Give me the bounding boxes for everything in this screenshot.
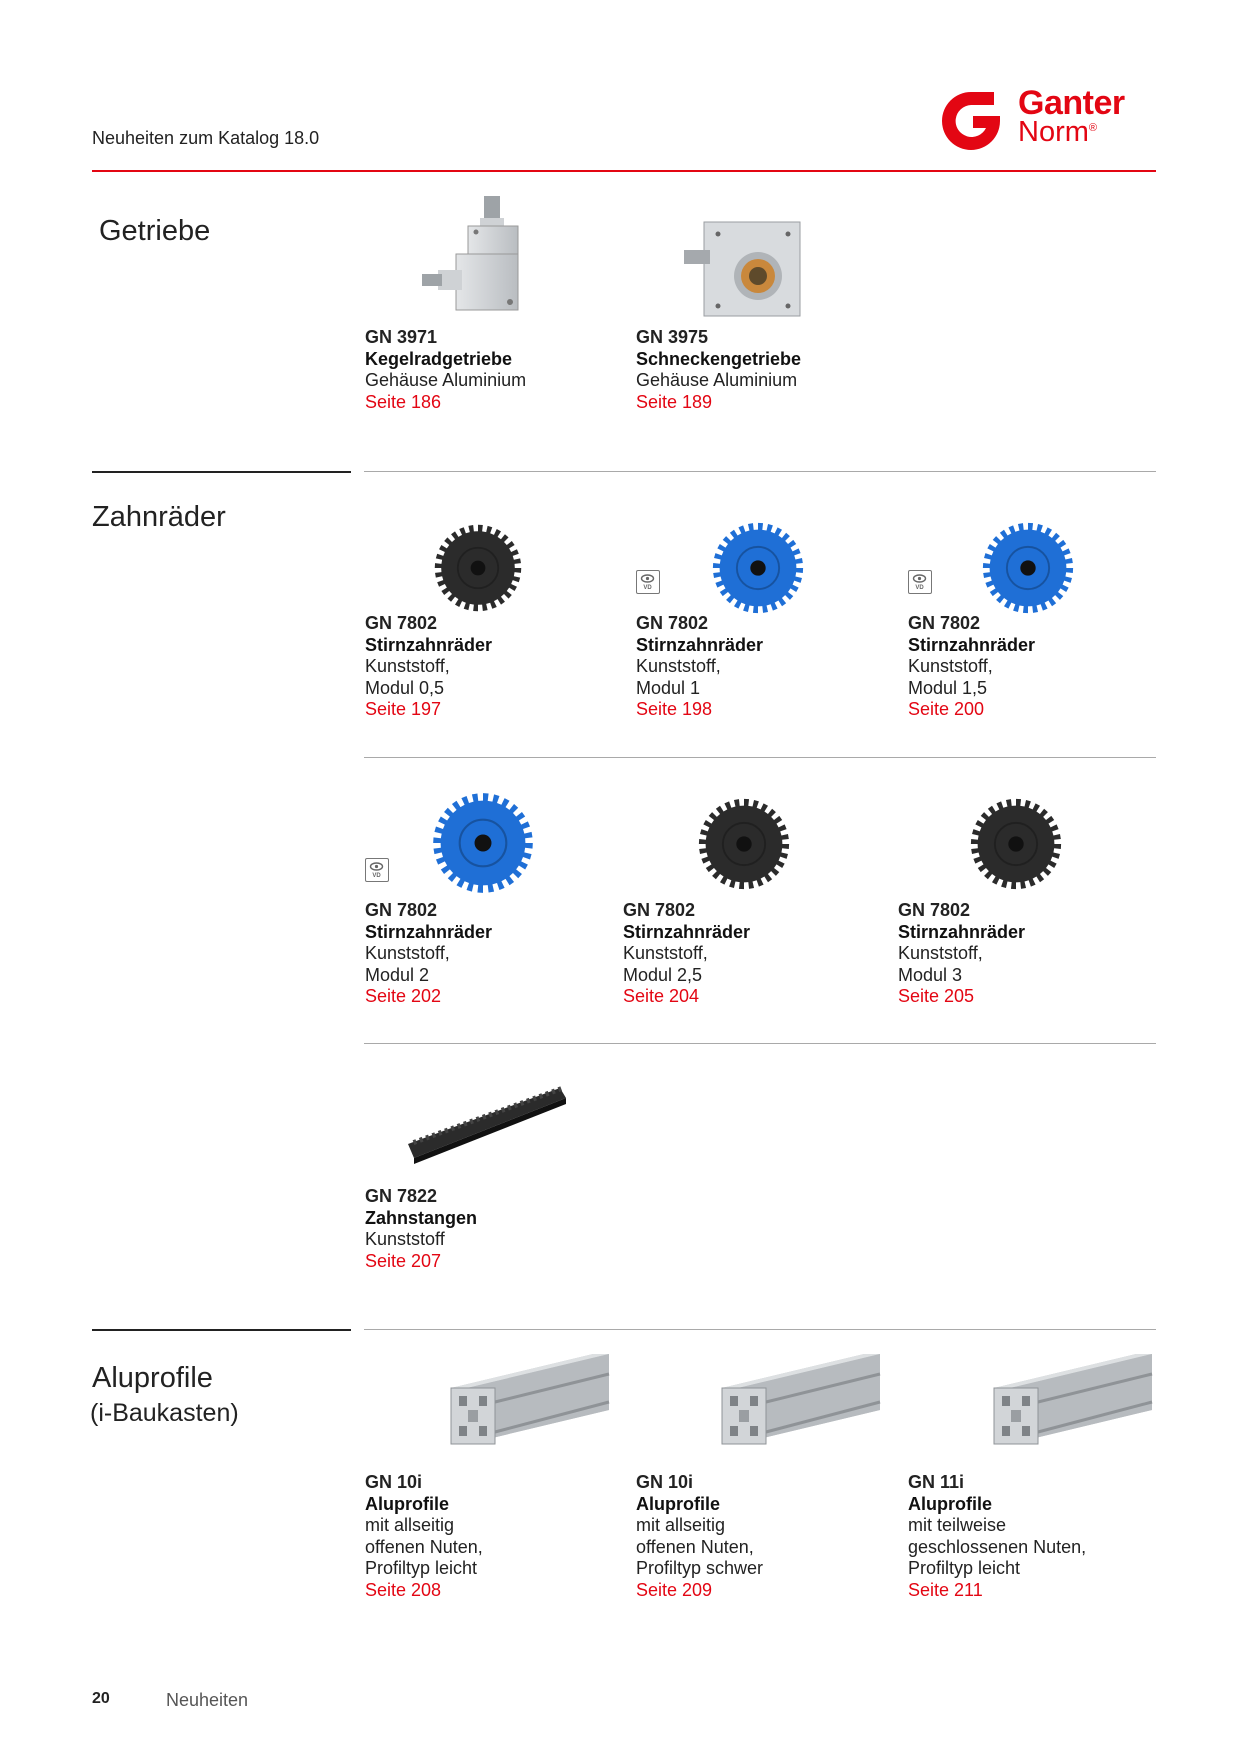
aluminium-profile-icon [720, 1352, 882, 1448]
product-desc: Kunststoff, [908, 656, 993, 676]
logo-mark-icon [936, 86, 1006, 156]
section-title-aluprofile: Aluprofile [92, 1362, 213, 1394]
black-spur-gear-icon [968, 796, 1064, 892]
product-desc: Modul 0,5 [365, 677, 445, 698]
product-desc: offenen Nuten, [365, 1536, 483, 1557]
blue-spur-gear-icon [980, 520, 1076, 616]
product-desc: Gehäuse Aluminium [636, 370, 798, 390]
product-page-link[interactable]: Seite 200 [908, 699, 985, 719]
bevel-gearbox-icon [420, 192, 530, 320]
product-desc: Kunststoff, [623, 943, 708, 963]
product-gn7802-modul-0-5[interactable] [365, 613, 615, 721]
product-gn7802-modul-1[interactable] [636, 613, 886, 721]
section-divider-right [364, 471, 1156, 472]
product-code: GN 10i [636, 1472, 694, 1492]
black-spur-gear-icon [432, 522, 524, 614]
aluminium-profile-icon [449, 1352, 611, 1448]
product-code: GN 7802 [898, 900, 971, 920]
product-desc: Kunststoff, [636, 656, 721, 676]
header-title: Neuheiten zum Katalog 18.0 [92, 128, 320, 148]
product-gn10i-schwer[interactable] [636, 1472, 886, 1601]
product-gn3975[interactable] [636, 327, 886, 413]
vd-eye-badge-icon [365, 858, 389, 882]
product-name: Stirnzahnräder [623, 921, 751, 942]
product-code: GN 7802 [365, 613, 438, 633]
product-desc: Profiltyp schwer [636, 1558, 764, 1578]
product-desc: geschlossenen Nuten, [908, 1536, 1087, 1557]
footer-label: Neuheiten [166, 1690, 249, 1710]
product-page-link[interactable]: Seite 211 [908, 1579, 983, 1600]
logo-word-ganter: Ganter [1018, 84, 1125, 122]
product-name: Zahnstangen [365, 1207, 478, 1228]
product-name: Aluprofile [636, 1493, 720, 1514]
product-page-link[interactable]: Seite 204 [623, 986, 700, 1006]
vd-eye-badge-icon [636, 570, 660, 594]
blue-spur-gear-icon [710, 520, 806, 616]
product-gn10i-leicht[interactable] [365, 1472, 615, 1601]
vd-eye-badge-icon [908, 570, 932, 594]
blue-spur-gear-icon [430, 790, 536, 896]
section-title-zahnraeder: Zahnräder [92, 501, 226, 533]
gear-rack-icon [404, 1084, 570, 1166]
product-desc: Modul 1 [636, 677, 701, 698]
product-desc: Kunststoff, [898, 943, 983, 963]
product-gn11i-leicht[interactable] [908, 1472, 1158, 1601]
product-code: GN 7822 [365, 1186, 438, 1206]
product-code: GN 7802 [623, 900, 696, 920]
product-gn7822[interactable] [365, 1186, 615, 1272]
product-code: GN 10i [365, 1472, 423, 1492]
product-page-link[interactable]: Seite 208 [365, 1579, 442, 1600]
product-page-link[interactable]: Seite 207 [365, 1250, 442, 1271]
product-desc: Gehäuse Aluminium [365, 370, 527, 390]
product-page-link[interactable]: Seite 209 [636, 1579, 713, 1600]
product-name: Aluprofile [365, 1493, 449, 1514]
svg-text:VD: VD [372, 873, 381, 879]
product-code: GN 7802 [365, 900, 438, 920]
aluminium-profile-icon [992, 1352, 1154, 1448]
product-desc: Profiltyp leicht [908, 1558, 1021, 1578]
product-gn7802-modul-2-5[interactable] [623, 900, 873, 1008]
row-divider [364, 757, 1156, 758]
product-gn7802-modul-1-5[interactable] [908, 613, 1158, 721]
svg-text:VD: VD [643, 585, 652, 591]
product-desc: Modul 3 [898, 964, 963, 985]
black-spur-gear-icon [696, 796, 792, 892]
header-rule [92, 170, 1156, 172]
product-desc: Modul 2 [365, 964, 430, 985]
product-page-link[interactable]: Seite 189 [636, 391, 713, 412]
product-desc: Kunststoff [365, 1229, 445, 1249]
product-desc: Profiltyp leicht [365, 1558, 478, 1578]
product-name: Stirnzahnräder [636, 634, 764, 655]
product-code: GN 7802 [908, 613, 981, 633]
page-number: 20 [92, 1690, 110, 1707]
product-code: GN 7802 [636, 613, 709, 633]
product-name: Stirnzahnräder [898, 921, 1026, 942]
product-desc: Modul 2,5 [623, 964, 703, 985]
section-title-getriebe: Getriebe [99, 215, 211, 247]
ganter-norm-logo [936, 86, 1156, 156]
section-divider-left [92, 1329, 351, 1331]
product-desc: Kunststoff, [365, 656, 450, 676]
product-name: Kegelradgetriebe [365, 348, 513, 369]
product-name: Stirnzahnräder [365, 921, 493, 942]
product-page-link[interactable]: Seite 197 [365, 699, 442, 719]
product-name: Stirnzahnräder [908, 634, 1036, 655]
logo-word-norm: Norm® [1018, 116, 1097, 148]
product-gn7802-modul-3[interactable] [898, 900, 1148, 1008]
section-divider-left [92, 471, 351, 473]
row-divider [364, 1043, 1156, 1044]
product-page-link[interactable]: Seite 198 [636, 699, 713, 719]
product-desc: Modul 1,5 [908, 677, 988, 698]
section-subtitle-aluprofile: (i-Baukasten) [90, 1399, 239, 1427]
product-page-link[interactable]: Seite 202 [365, 986, 442, 1006]
product-code: GN 11i [908, 1472, 965, 1492]
product-code: GN 3971 [365, 327, 438, 347]
product-page-link[interactable]: Seite 186 [365, 391, 442, 412]
svg-text:VD: VD [915, 585, 924, 591]
product-name: Aluprofile [908, 1493, 992, 1514]
product-desc: mit allseitig [365, 1515, 455, 1535]
product-code: GN 3975 [636, 327, 709, 347]
section-divider-right [364, 1329, 1156, 1330]
product-name: Stirnzahnräder [365, 634, 493, 655]
product-gn7802-modul-2[interactable] [365, 900, 615, 1008]
product-gn3971[interactable] [365, 327, 615, 413]
product-desc: mit teilweise [908, 1515, 1007, 1535]
product-name: Schneckengetriebe [636, 348, 802, 369]
product-desc: offenen Nuten, [636, 1536, 754, 1557]
product-page-link[interactable]: Seite 205 [898, 986, 975, 1006]
registered-mark: ® [1088, 122, 1097, 134]
product-desc: mit allseitig [636, 1515, 726, 1535]
worm-gearbox-icon [684, 216, 804, 320]
product-desc: Kunststoff, [365, 943, 450, 963]
